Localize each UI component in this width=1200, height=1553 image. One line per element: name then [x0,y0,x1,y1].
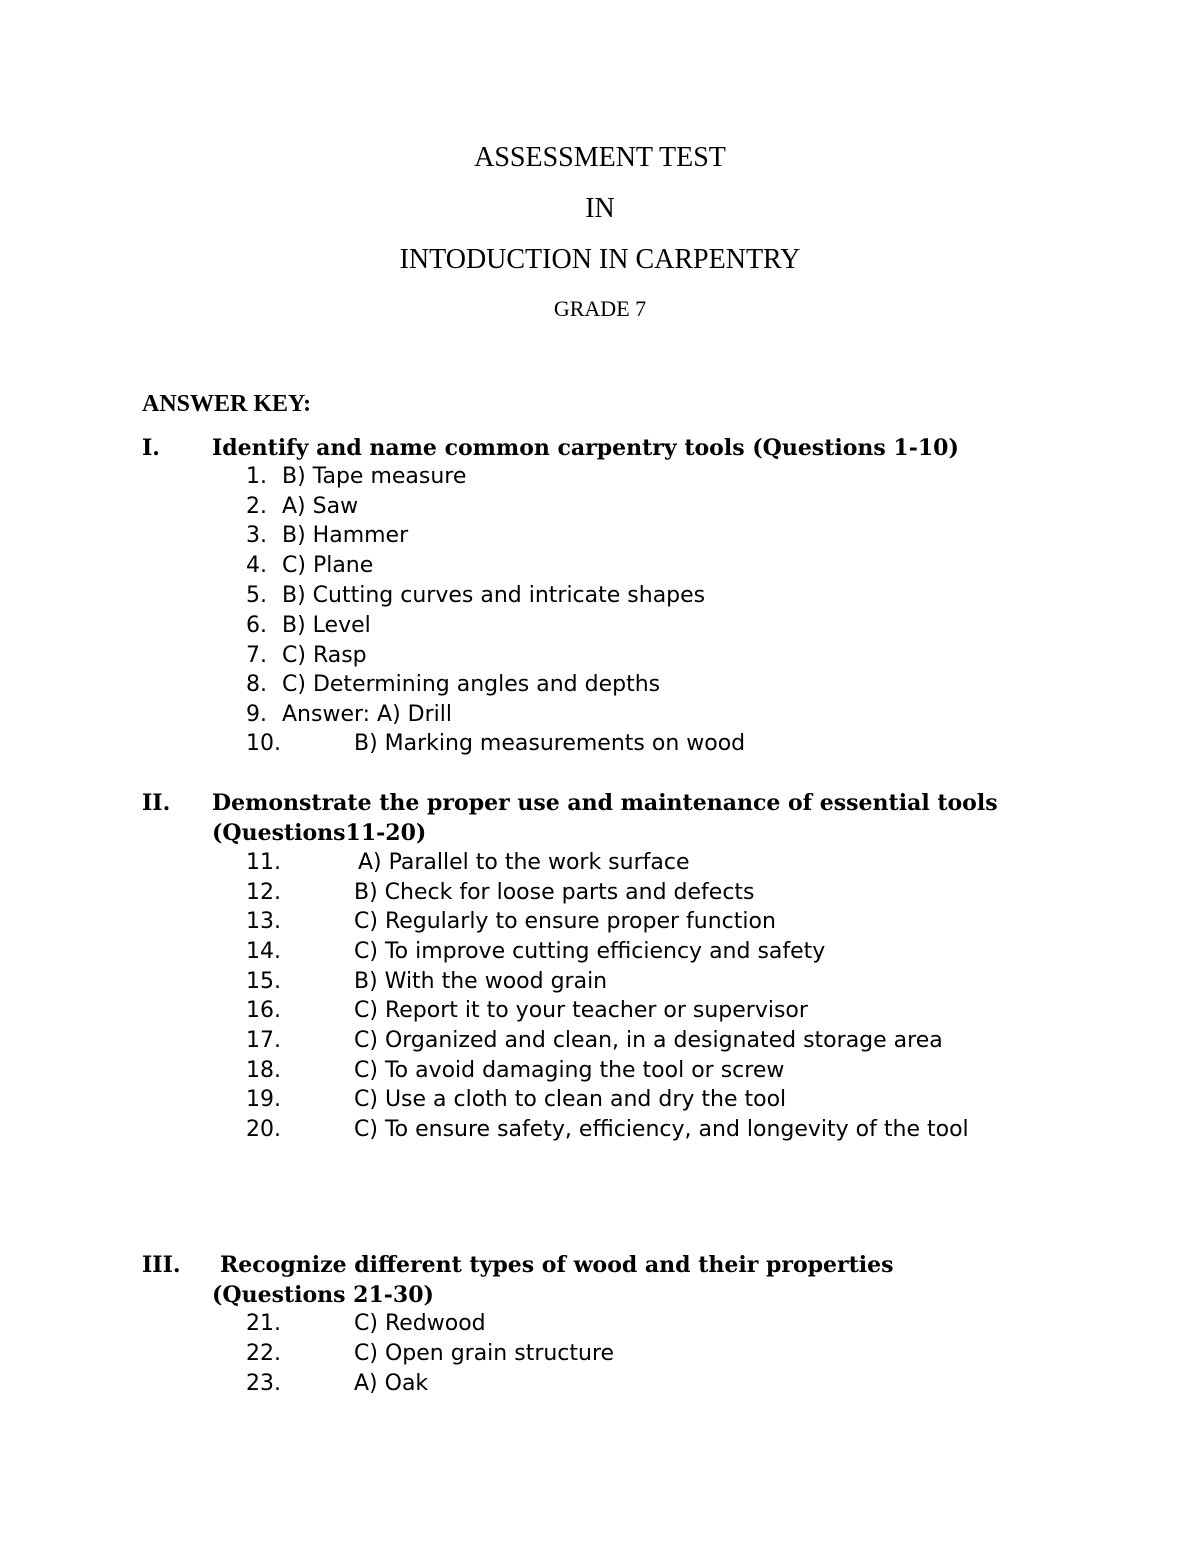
answer-text: B) Cutting curves and intricate shapes [282,583,706,608]
answer-text: A) Saw [282,494,359,519]
doc-title-line-3: INTODUCTION IN CARPENTRY [399,244,801,275]
answer-text: C) To improve cutting efficiency and safety [354,939,826,964]
grade-label: GRADE 7 [553,296,647,321]
answer-number: 17. [246,1028,281,1053]
answer-text: B) Marking measurements on wood [354,731,746,756]
answer-number: 5. [246,583,267,608]
doc-title-line-1: ASSESSMENT TEST [474,142,726,173]
answer-number: 23. [246,1371,281,1396]
answer-text: C) To ensure safety, efficiency, and longevity of the tool [354,1117,969,1142]
section-3-numeral: III. [142,1252,181,1278]
answer-text: B) With the wood grain [354,969,608,994]
doc-title-line-2: IN [585,193,615,224]
answer-number: 8. [246,672,267,697]
section-2-numeral: II. [142,790,171,816]
answer-number: 3. [246,523,267,548]
answer-number: 21. [246,1311,281,1336]
answer-text: B) Tape measure [282,464,467,489]
answer-number: 13. [246,909,281,934]
section-3-title: Recognize different types of wood and their properties [220,1252,894,1278]
answer-text: C) Regularly to ensure proper function [354,909,776,934]
section-2-title: Demonstrate the proper use and maintenance of essential tools [212,790,998,816]
section-1-title: Identify and name common carpentry tools (Questions 1-10) [212,435,959,461]
answer-number: 14. [246,939,281,964]
answer-text: B) Level [282,613,371,638]
answer-number: 22. [246,1341,281,1366]
answer-text: C) To avoid damaging the tool or screw [354,1058,785,1083]
answer-text: C) Rasp [282,643,367,668]
answer-text: C) Redwood [354,1311,486,1336]
answer-number: 20. [246,1117,281,1142]
answer-text: C) Report it to your teacher or supervisor [354,998,808,1023]
answer-text: C) Plane [282,553,374,578]
answer-text: C) Determining angles and depths [282,672,661,697]
answer-number: 9. [246,702,267,727]
answer-text: C) Open grain structure [354,1341,615,1366]
section-2-title-continued: (Questions11-20) [212,820,427,846]
answer-text: Answer: A) Drill [282,702,452,727]
answer-number: 6. [246,613,267,638]
answer-number: 19. [246,1087,281,1112]
answer-number: 15. [246,969,281,994]
answer-number: 1. [246,464,267,489]
answer-text: A) Oak [354,1371,429,1396]
answer-number: 10. [246,731,281,756]
answer-text: C) Use a cloth to clean and dry the tool [354,1087,787,1112]
answer-number: 18. [246,1058,281,1083]
answer-text: C) Organized and clean, in a designated storage area [354,1028,943,1053]
section-1-numeral: I. [142,435,160,461]
answer-number: 11. [246,850,281,875]
section-3-title-continued: (Questions 21-30) [212,1282,434,1308]
answer-text: B) Hammer [282,523,409,548]
answer-number: 16. [246,998,281,1023]
answer-text: B) Check for loose parts and defects [354,880,755,905]
answer-number: 7. [246,643,267,668]
answer-text: A) Parallel to the work surface [358,850,690,875]
answer-key-label: ANSWER KEY: [142,391,312,417]
answer-number: 4. [246,553,267,578]
answer-number: 2. [246,494,267,519]
answer-number: 12. [246,880,281,905]
